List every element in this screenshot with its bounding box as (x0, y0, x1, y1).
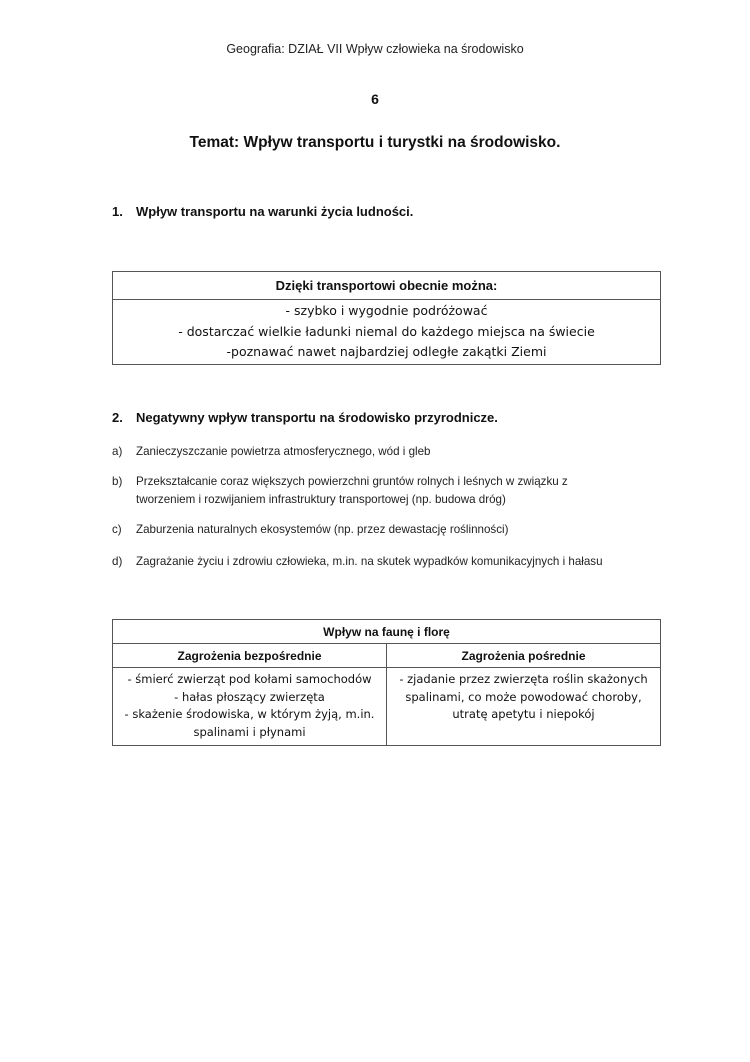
page-header: Geografia: DZIAŁ VII Wpływ człowieka na środowisko (226, 42, 524, 56)
section-1-number: 1. (112, 204, 123, 219)
transport-benefits-header: Dzięki transportowi obecnie można: (113, 272, 661, 300)
direct-threat-line: - hałas płoszący zwierzęta (174, 689, 325, 704)
section-1-title: Wpływ transportu na warunki życia ludności. (136, 204, 414, 219)
indirect-threat-line: utratę apetytu i niepokój (452, 707, 595, 721)
section-1-heading (112, 204, 413, 219)
section-2-heading (112, 410, 498, 425)
list-item-line: Zanieczyszczanie powietrza atmosferycznego, wód i gleb (136, 445, 431, 458)
indirect-threat-line: spalinami, co może powodować choroby, (405, 689, 642, 704)
page-number: 6 (371, 91, 379, 107)
section-2-title: Negatywny wpływ transportu na środowisko przyrodnicze. (136, 410, 498, 425)
direct-threat-line: spalinami i płynami (193, 724, 306, 739)
direct-threats-cell (113, 668, 387, 746)
fauna-flora-header: Wpływ na faunę i florę (113, 620, 661, 644)
transport-benefits-table (112, 271, 661, 365)
benefit-line: - dostarczać wielkie ładunki niemal do każdego miejsca na świecie (178, 323, 595, 339)
direct-threat-line: - skażenie środowiska, w którym żyją, m.in. (124, 707, 375, 721)
list-item-text (136, 553, 656, 571)
list-item-text (136, 473, 656, 509)
indirect-threat-line: - zjadanie przez zwierzęta roślin skażonych (399, 672, 648, 686)
list-item-label: b) (112, 475, 123, 488)
transport-benefits-body (113, 300, 661, 365)
list-item-label: a) (112, 445, 123, 458)
section-2-number: 2. (112, 410, 123, 425)
indirect-threats-cell (387, 668, 661, 746)
benefit-line: -poznawać nawet najbardziej odległe zakątki Ziemi (226, 344, 547, 360)
page-title: Temat: Wpływ transportu i turystki na środowisko. (189, 134, 561, 151)
list-item-line: Zagrażanie życiu i zdrowiu człowieka, m.in. na skutek wypadków komunikacyjnych i hałasu (136, 555, 603, 568)
fauna-flora-table (112, 619, 661, 746)
list-item-text (136, 443, 656, 461)
direct-threats-header: Zagrożenia bezpośrednie (113, 644, 387, 668)
list-item-line: tworzeniem i rozwijaniem infrastruktury transportowej (np. budowa dróg) (136, 493, 506, 506)
list-item-line: Przekształcanie coraz większych powierzchni gruntów rolnych i leśnych w związku z (136, 475, 568, 488)
list-item-text (136, 521, 656, 539)
list-item-label: c) (112, 523, 122, 536)
list-item-line: Zaburzenia naturalnych ekosystemów (np. przez dewastację roślinności) (136, 523, 509, 536)
direct-threat-line: - śmierć zwierząt pod kołami samochodów (127, 672, 372, 686)
indirect-threats-header: Zagrożenia pośrednie (387, 644, 661, 668)
benefit-line: - szybko i wygodnie podróżować (285, 303, 488, 319)
list-item-label: d) (112, 555, 123, 568)
